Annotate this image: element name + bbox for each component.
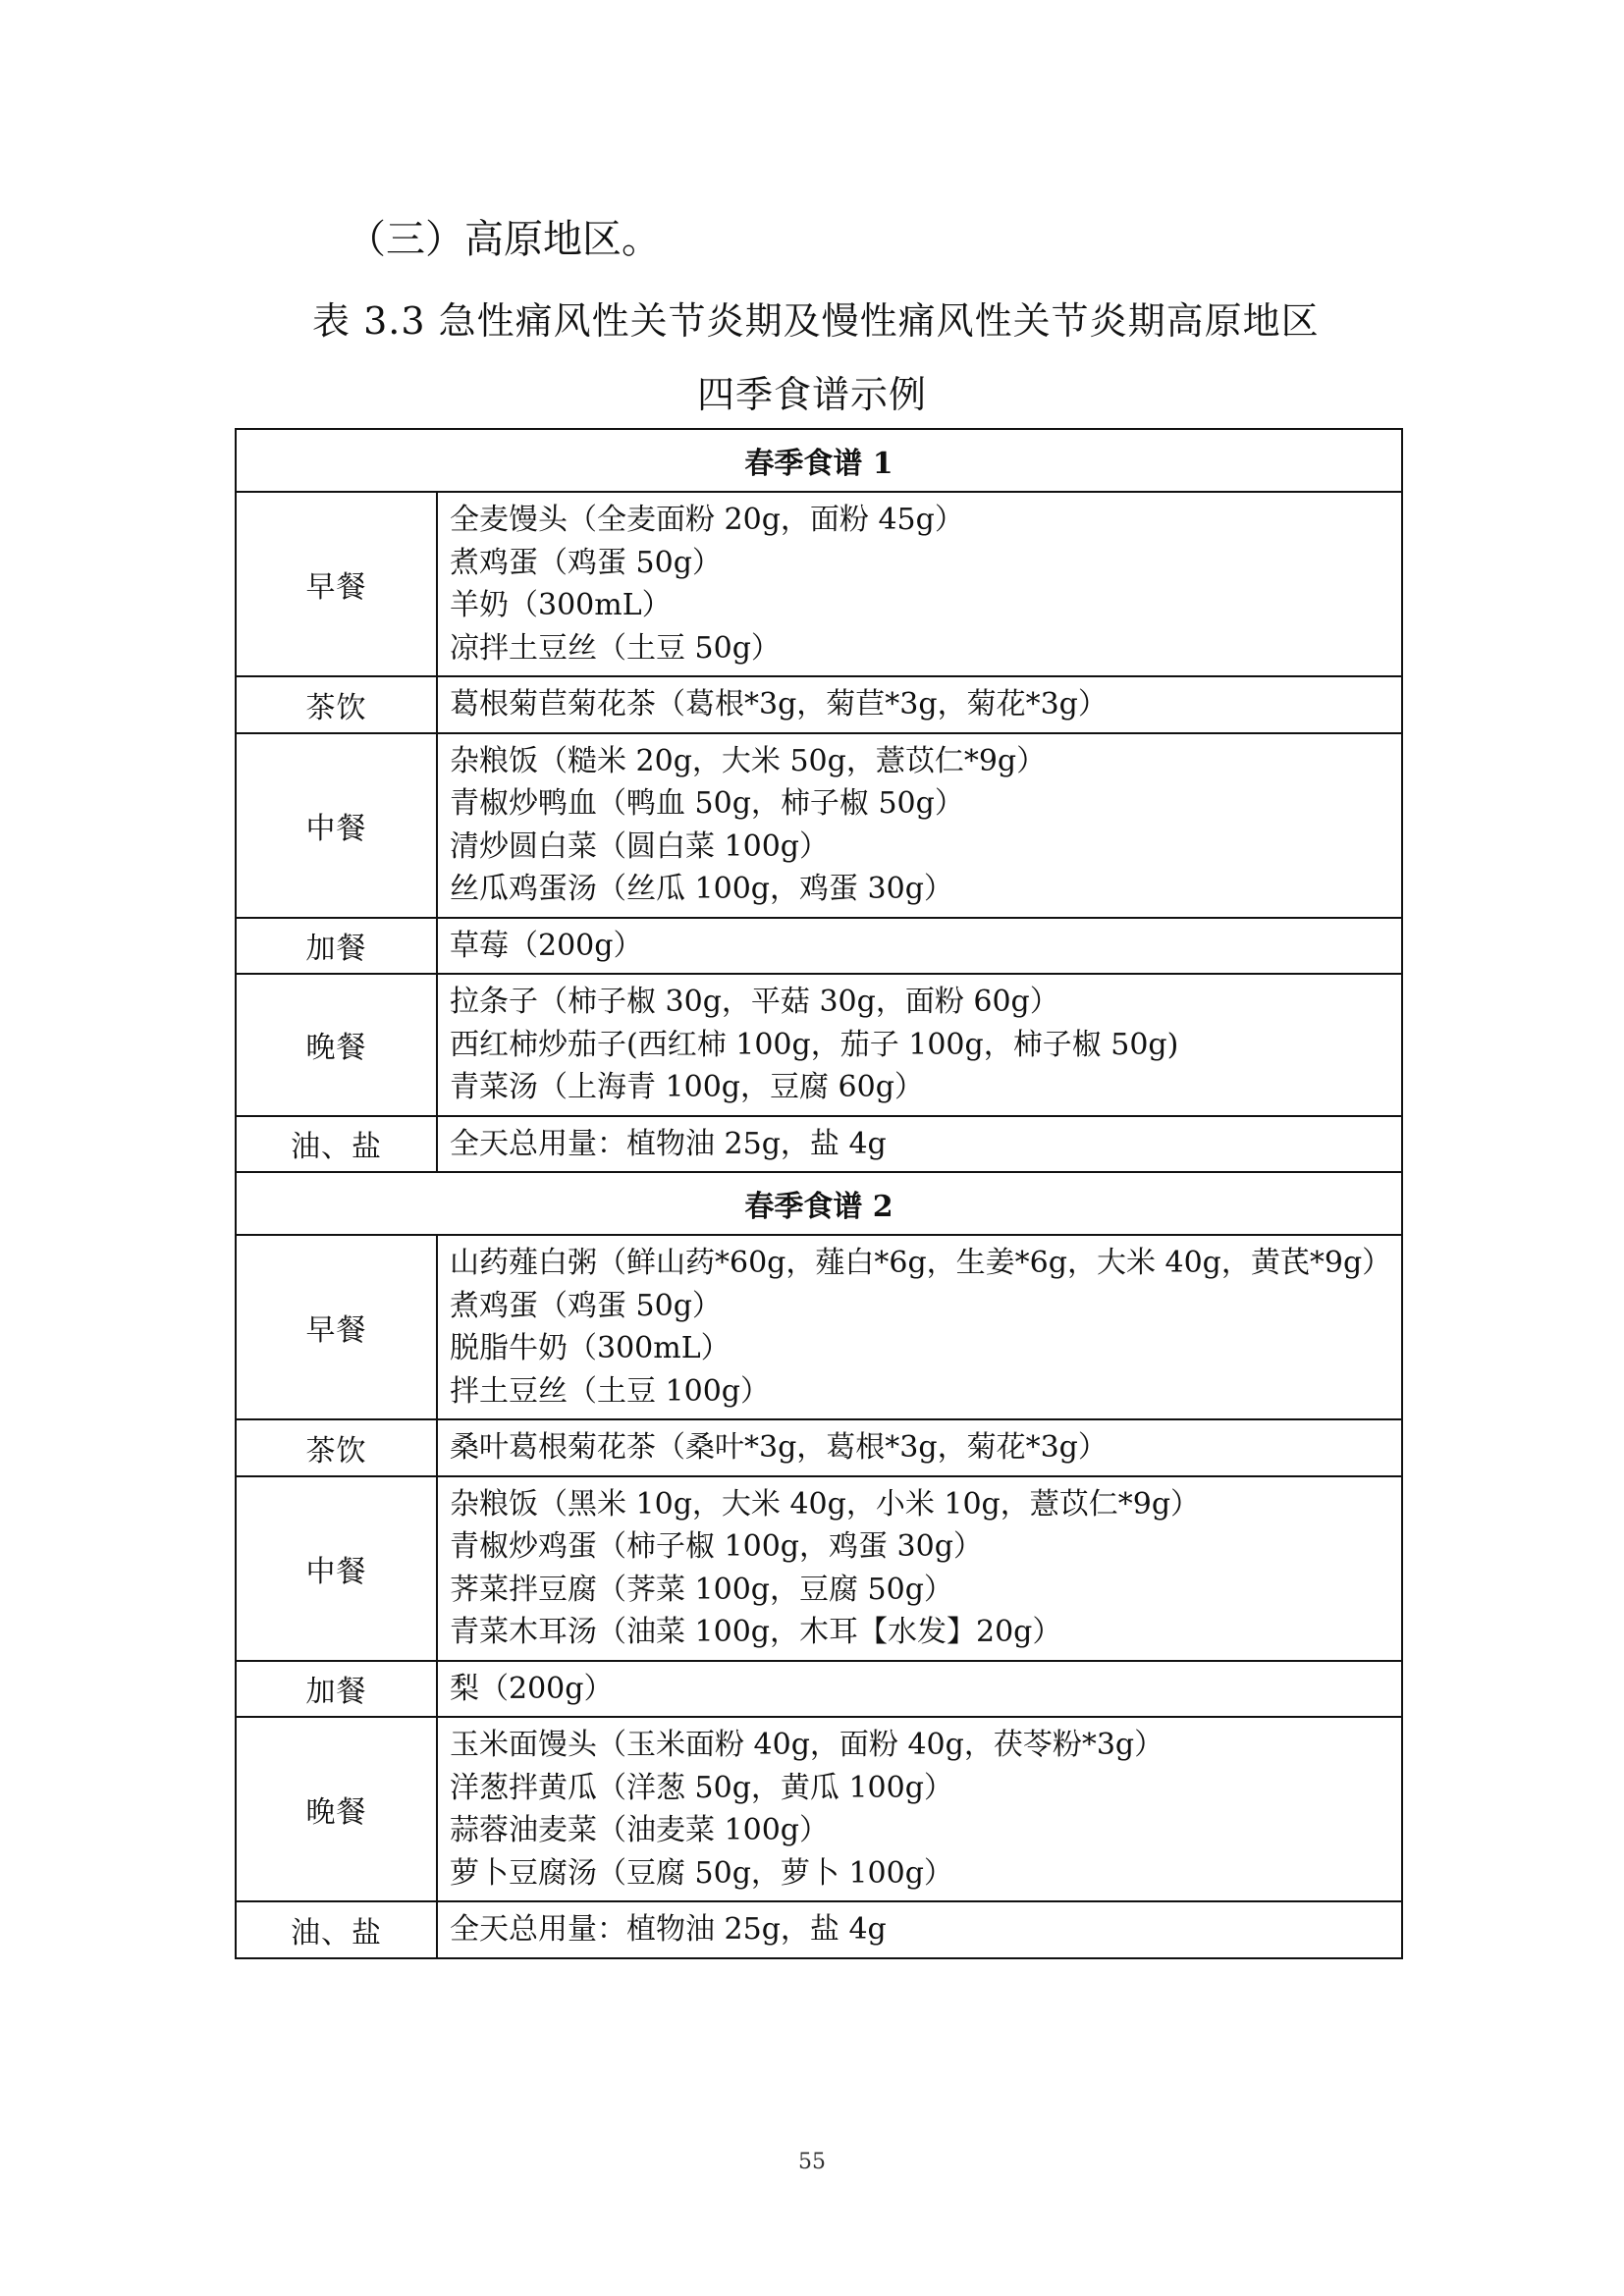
meal-row: [236, 1235, 1402, 1419]
meal-item: 凉拌土豆丝（土豆 50g）: [450, 630, 781, 666]
meal-items: [437, 1476, 1402, 1661]
meal-items: [437, 1235, 1402, 1419]
meal-item: 洋葱拌黄瓜（洋葱 50g，黄瓜 100g）: [450, 1770, 953, 1805]
meal-row: [236, 1116, 1402, 1173]
meal-item: 青椒炒鸭血（鸭血 50g，柿子椒 50g）: [450, 786, 964, 821]
meal-label: 茶饮: [236, 1419, 437, 1476]
meal-item: 全天总用量：植物油 25g，盐 4g: [450, 1912, 887, 1947]
table-caption-line-1: 表 3.3 急性痛风性关节炎期及慢性痛风性关节炎期高原地区: [312, 299, 1320, 343]
meal-label: 晚餐: [236, 974, 437, 1116]
menu-block-title: 春季食谱 2: [236, 1172, 1402, 1235]
meal-item: 梨（200g）: [450, 1671, 614, 1706]
meal-label: 中餐: [236, 733, 437, 918]
meal-row: [236, 1661, 1402, 1718]
meal-item: 萝卜豆腐汤（豆腐 50g，萝卜 100g）: [450, 1855, 953, 1891]
meal-items: [437, 1419, 1402, 1476]
meal-item: 杂粮饭（糙米 20g，大米 50g，薏苡仁*9g）: [450, 743, 1047, 778]
meal-label: 中餐: [236, 1476, 437, 1661]
menu-table-body: [236, 429, 1402, 1958]
meal-items: [437, 676, 1402, 733]
meal-item: 草莓（200g）: [450, 928, 643, 963]
meal-row: [236, 918, 1402, 975]
menu-block-title-row: [236, 429, 1402, 492]
meal-item: 青椒炒鸡蛋（柿子椒 100g，鸡蛋 30g）: [450, 1529, 983, 1564]
meal-item: 煮鸡蛋（鸡蛋 50g）: [450, 1288, 722, 1323]
meal-item: 羊奶（300mL）: [450, 588, 672, 622]
meal-item: 青菜木耳汤（油菜 100g，木耳【水发】20g）: [450, 1615, 1062, 1649]
meal-items: [437, 918, 1402, 975]
meal-items: [437, 1116, 1402, 1173]
meal-item: 脱脂牛奶（300mL）: [450, 1331, 731, 1365]
meal-item: 全麦馒头（全麦面粉 20g，面粉 45g）: [450, 503, 964, 537]
meal-item: 拌土豆丝（土豆 100g）: [450, 1373, 771, 1409]
meal-item: 青菜汤（上海青 100g，豆腐 60g）: [450, 1070, 924, 1104]
meal-item: 全天总用量：植物油 25g，盐 4g: [450, 1126, 887, 1161]
meal-items: [437, 733, 1402, 918]
meal-items: [437, 1661, 1402, 1718]
table-caption-line-2: 四季食谱示例: [696, 373, 927, 416]
meal-label: 加餐: [236, 1661, 437, 1718]
meal-label: 油、盐: [236, 1901, 437, 1958]
menu-block-title-row: [236, 1172, 1402, 1235]
meal-row: [236, 974, 1402, 1116]
meal-item: 桑叶葛根菊花茶（桑叶*3g，葛根*3g，菊花*3g）: [450, 1430, 1108, 1465]
page-number: 55: [798, 2150, 826, 2174]
meal-row: [236, 733, 1402, 918]
meal-item: 清炒圆白菜（圆白菜 100g）: [450, 828, 830, 864]
meal-row: [236, 1419, 1402, 1476]
meal-item: 煮鸡蛋（鸡蛋 50g）: [450, 545, 722, 580]
seasonal-menu-table: [235, 428, 1403, 1959]
meal-label: 晚餐: [236, 1717, 437, 1901]
meal-item: 荠菜拌豆腐（荠菜 100g，豆腐 50g）: [450, 1572, 953, 1607]
meal-item: 拉条子（柿子椒 30g，平菇 30g，面粉 60g）: [450, 985, 1059, 1019]
meal-item: 玉米面馒头（玉米面粉 40g，面粉 40g，茯苓粉*3g）: [450, 1728, 1164, 1762]
meal-row: [236, 1717, 1402, 1901]
meal-items: [437, 492, 1402, 676]
menu-block-title: 春季食谱 1: [236, 429, 1402, 492]
meal-row: [236, 1476, 1402, 1661]
meal-row: [236, 676, 1402, 733]
meal-row: [236, 492, 1402, 676]
meal-items: [437, 1717, 1402, 1901]
meal-label: 早餐: [236, 492, 437, 676]
meal-item: 蒜蓉油麦菜（油麦菜 100g）: [450, 1813, 830, 1847]
meal-item: 葛根菊苣菊花茶（葛根*3g，菊苣*3g，菊花*3g）: [450, 687, 1108, 721]
meal-label: 加餐: [236, 918, 437, 975]
meal-label: 早餐: [236, 1235, 437, 1419]
meal-items: [437, 1901, 1402, 1958]
meal-label: 油、盐: [236, 1116, 437, 1173]
meal-row: [236, 1901, 1402, 1958]
meal-item: 杂粮饭（黑米 10g，大米 40g，小米 10g，薏苡仁*9g）: [450, 1486, 1201, 1522]
section-heading: （三）高原地区。: [347, 217, 661, 262]
meal-item: 山药薤白粥（鲜山药*60g，薤白*6g，生姜*6g，大米 40g，黄芪*9g）: [450, 1246, 1392, 1280]
meal-item: 丝瓜鸡蛋汤（丝瓜 100g，鸡蛋 30g）: [450, 872, 953, 906]
meal-label: 茶饮: [236, 676, 437, 733]
meal-items: [437, 974, 1402, 1116]
meal-item: 西红柿炒茄子(西红柿 100g，茄子 100g，柿子椒 50g): [450, 1027, 1179, 1062]
